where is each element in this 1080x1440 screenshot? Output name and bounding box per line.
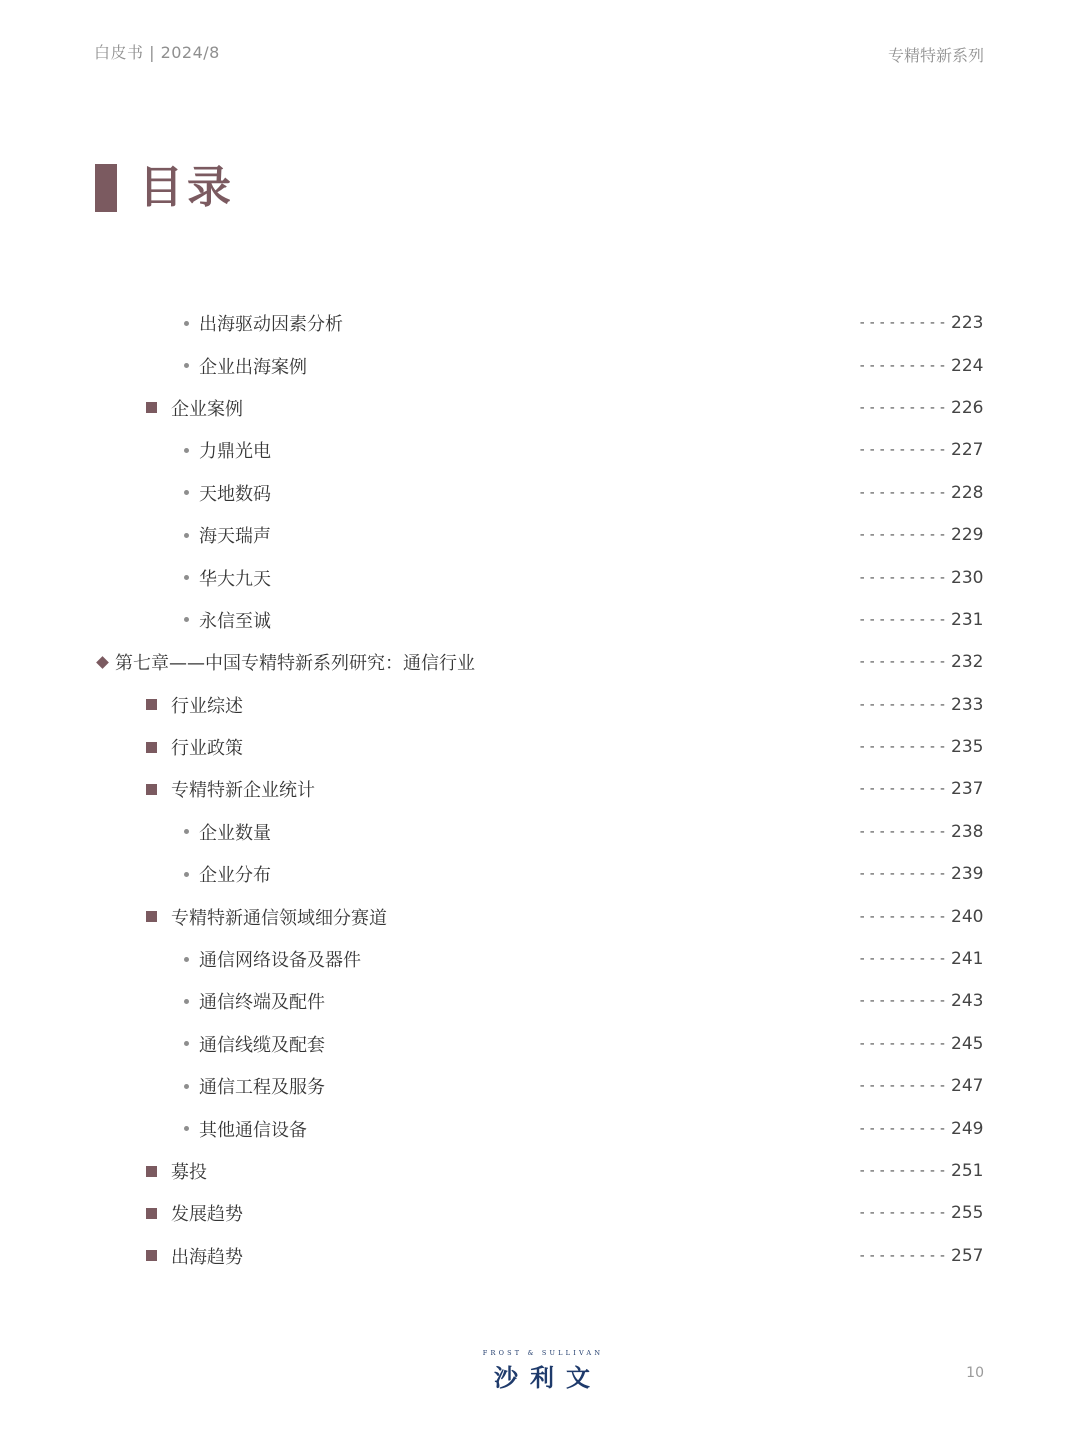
toc-entry-label: 其他通信设备 [199, 1119, 307, 1141]
toc-entry[interactable] [146, 1150, 207, 1192]
toc-leader: --------- [858, 993, 949, 1010]
toc-row[interactable] [0, 556, 1080, 598]
table-of-contents [0, 302, 1080, 1277]
toc-entry-label: 第七章——中国专精特新系列研究：通信行业 [115, 653, 475, 675]
toc-entry-label: 华大九天 [199, 568, 271, 590]
toc-page-number[interactable]: 255 [951, 1203, 984, 1224]
toc-row[interactable] [0, 1065, 1080, 1107]
dot-bullet-icon [184, 363, 189, 368]
toc-row[interactable] [0, 895, 1080, 937]
square-bullet-icon [146, 1166, 157, 1177]
toc-leader: --------- [858, 442, 949, 459]
toc-leader: --------- [858, 739, 949, 756]
toc-page-number[interactable]: 231 [951, 609, 984, 630]
toc-entry[interactable] [146, 1192, 243, 1234]
toc-row[interactable] [0, 514, 1080, 556]
square-bullet-icon [146, 699, 157, 710]
toc-entry[interactable] [183, 938, 361, 980]
toc-leader: --------- [858, 315, 949, 332]
toc-leader: --------- [858, 1205, 949, 1222]
dot-bullet-icon [184, 1041, 189, 1046]
toc-entry[interactable] [146, 1235, 243, 1277]
toc-leader: --------- [858, 569, 949, 586]
toc-leader: --------- [858, 781, 949, 798]
dot-bullet-icon [184, 957, 189, 962]
toc-entry[interactable] [183, 514, 271, 556]
toc-entry[interactable] [146, 684, 243, 726]
toc-entry-label: 专精特新企业统计 [171, 780, 315, 802]
square-bullet-icon [146, 402, 157, 413]
dot-bullet-icon [184, 829, 189, 834]
toc-row[interactable] [0, 811, 1080, 853]
toc-page-number[interactable]: 223 [951, 313, 984, 334]
toc-entry[interactable] [96, 641, 475, 683]
dot-bullet-icon [184, 321, 189, 326]
toc-entry[interactable] [183, 811, 271, 853]
toc-page-number[interactable]: 238 [951, 821, 984, 842]
dot-bullet-icon [184, 999, 189, 1004]
toc-row[interactable] [0, 938, 1080, 980]
toc-entry[interactable] [183, 472, 271, 514]
square-bullet-icon [146, 784, 157, 795]
dot-bullet-icon [184, 1126, 189, 1131]
dot-bullet-icon [184, 617, 189, 622]
toc-leader: --------- [858, 357, 949, 374]
toc-page-number[interactable]: 241 [951, 949, 984, 970]
toc-row[interactable] [0, 1107, 1080, 1149]
toc-entry-label: 通信终端及配件 [199, 992, 325, 1014]
toc-page-number[interactable]: 247 [951, 1076, 984, 1097]
header-left: 白皮书 | 2024/8 [94, 43, 220, 62]
toc-row[interactable] [0, 980, 1080, 1022]
toc-entry-label: 通信网络设备及器件 [199, 950, 361, 972]
toc-leader: --------- [858, 1163, 949, 1179]
toc-entry[interactable] [183, 344, 307, 386]
toc-entry-label: 出海趋势 [171, 1246, 243, 1268]
toc-entry[interactable] [183, 980, 325, 1022]
toc-entry-label: 募投 [171, 1162, 207, 1183]
toc-entry-label: 企业分布 [199, 865, 271, 887]
dot-bullet-icon [184, 575, 189, 580]
square-bullet-icon [146, 1208, 157, 1219]
toc-leader: --------- [858, 1120, 949, 1137]
toc-leader: --------- [858, 527, 949, 544]
toc-leader: --------- [858, 696, 949, 713]
toc-leader: --------- [858, 1078, 949, 1095]
toc-page-number[interactable]: 224 [951, 355, 984, 376]
toc-entry[interactable] [183, 429, 271, 471]
toc-row[interactable] [0, 1023, 1080, 1065]
toc-entry-label: 永信至诚 [199, 610, 271, 632]
toc-row[interactable] [0, 768, 1080, 810]
toc-entry[interactable] [146, 768, 315, 810]
dot-bullet-icon [184, 1084, 189, 1089]
page-title-block [95, 163, 235, 213]
toc-row[interactable] [0, 599, 1080, 641]
square-bullet-icon [146, 1250, 157, 1261]
toc-leader: --------- [858, 951, 949, 968]
toc-page-number[interactable]: 235 [951, 737, 984, 758]
dot-bullet-icon [184, 533, 189, 538]
toc-page-number[interactable]: 227 [951, 440, 984, 461]
toc-leader: --------- [858, 611, 949, 628]
toc-row[interactable] [0, 684, 1080, 726]
toc-page-number[interactable]: 239 [951, 864, 984, 885]
toc-row[interactable] [0, 344, 1080, 386]
toc-entry-label: 天地数码 [199, 483, 271, 505]
toc-leader: --------- [858, 1035, 949, 1052]
toc-entry[interactable] [146, 726, 243, 768]
title-accent-bar [95, 164, 117, 212]
toc-entry-label: 企业案例 [171, 398, 243, 420]
toc-row[interactable] [0, 1192, 1080, 1234]
toc-row[interactable] [0, 302, 1080, 344]
page-number: 10 [966, 1365, 984, 1381]
toc-row[interactable] [0, 1150, 1080, 1192]
toc-leader: --------- [858, 399, 949, 416]
toc-entry-label: 通信工程及服务 [199, 1077, 325, 1099]
toc-entry-label: 出海驱动因素分析 [199, 314, 343, 336]
toc-entry[interactable] [183, 1107, 307, 1149]
toc-entry-label: 通信线缆及配套 [199, 1034, 325, 1056]
toc-entry[interactable] [183, 302, 343, 344]
dot-bullet-icon [184, 872, 189, 877]
toc-leader: --------- [858, 908, 949, 925]
toc-page-number[interactable]: 232 [951, 652, 984, 673]
frost-sullivan-logo [474, 1349, 612, 1393]
toc-entry-label: 行业政策 [171, 738, 243, 760]
toc-leader: --------- [858, 866, 949, 883]
toc-entry[interactable] [183, 1023, 325, 1065]
toc-row[interactable] [0, 387, 1080, 429]
toc-leader: --------- [858, 484, 949, 501]
toc-entry-label: 行业综述 [171, 695, 243, 717]
toc-row[interactable] [0, 726, 1080, 768]
toc-entry[interactable] [146, 895, 387, 937]
toc-leader: --------- [858, 654, 949, 671]
toc-entry[interactable] [146, 387, 243, 429]
toc-entry-label: 发展趋势 [171, 1204, 243, 1226]
toc-page-number[interactable]: 233 [951, 694, 984, 715]
square-bullet-icon [146, 911, 157, 922]
toc-page-number[interactable]: 228 [951, 482, 984, 503]
square-bullet-icon [146, 742, 157, 753]
toc-entry-label: 企业数量 [199, 822, 271, 844]
logo-chinese-text: 沙利文 [494, 1364, 602, 1392]
toc-entry-label: 海天瑞声 [199, 526, 271, 548]
toc-page-number[interactable]: 243 [951, 991, 984, 1012]
toc-entry[interactable] [183, 556, 271, 598]
toc-leader: --------- [858, 1247, 949, 1264]
toc-row[interactable] [0, 429, 1080, 471]
toc-page-number[interactable]: 249 [951, 1118, 984, 1139]
toc-page-number[interactable]: 257 [951, 1245, 984, 1266]
dot-bullet-icon [184, 448, 189, 453]
toc-page-number[interactable]: 226 [951, 397, 984, 418]
toc-page-number[interactable]: 251 [951, 1161, 984, 1181]
logo-english-text: FROST & SULLIVAN [482, 1349, 604, 1357]
toc-entry[interactable] [183, 1065, 325, 1107]
diamond-bullet-icon [96, 656, 109, 669]
toc-page-number[interactable]: 240 [951, 906, 984, 927]
toc-row[interactable] [0, 853, 1080, 895]
header-right: 专精特新系列 [887, 46, 984, 65]
toc-row[interactable] [0, 472, 1080, 514]
toc-page-number[interactable]: 237 [951, 779, 984, 800]
toc-row[interactable] [0, 641, 1080, 683]
dot-bullet-icon [184, 490, 189, 495]
toc-entry-label: 企业出海案例 [199, 356, 307, 378]
toc-entry-label: 专精特新通信领域细分赛道 [171, 907, 387, 929]
toc-entry[interactable] [183, 853, 271, 895]
toc-leader: --------- [858, 823, 949, 840]
toc-entry[interactable] [183, 599, 271, 641]
page-title: 目录 [139, 162, 235, 213]
toc-page-number[interactable]: 230 [951, 567, 984, 588]
toc-row[interactable] [0, 1235, 1080, 1277]
toc-page-number[interactable]: 245 [951, 1033, 984, 1054]
toc-entry-label: 力鼎光电 [199, 441, 271, 463]
toc-page-number[interactable]: 229 [951, 525, 984, 546]
